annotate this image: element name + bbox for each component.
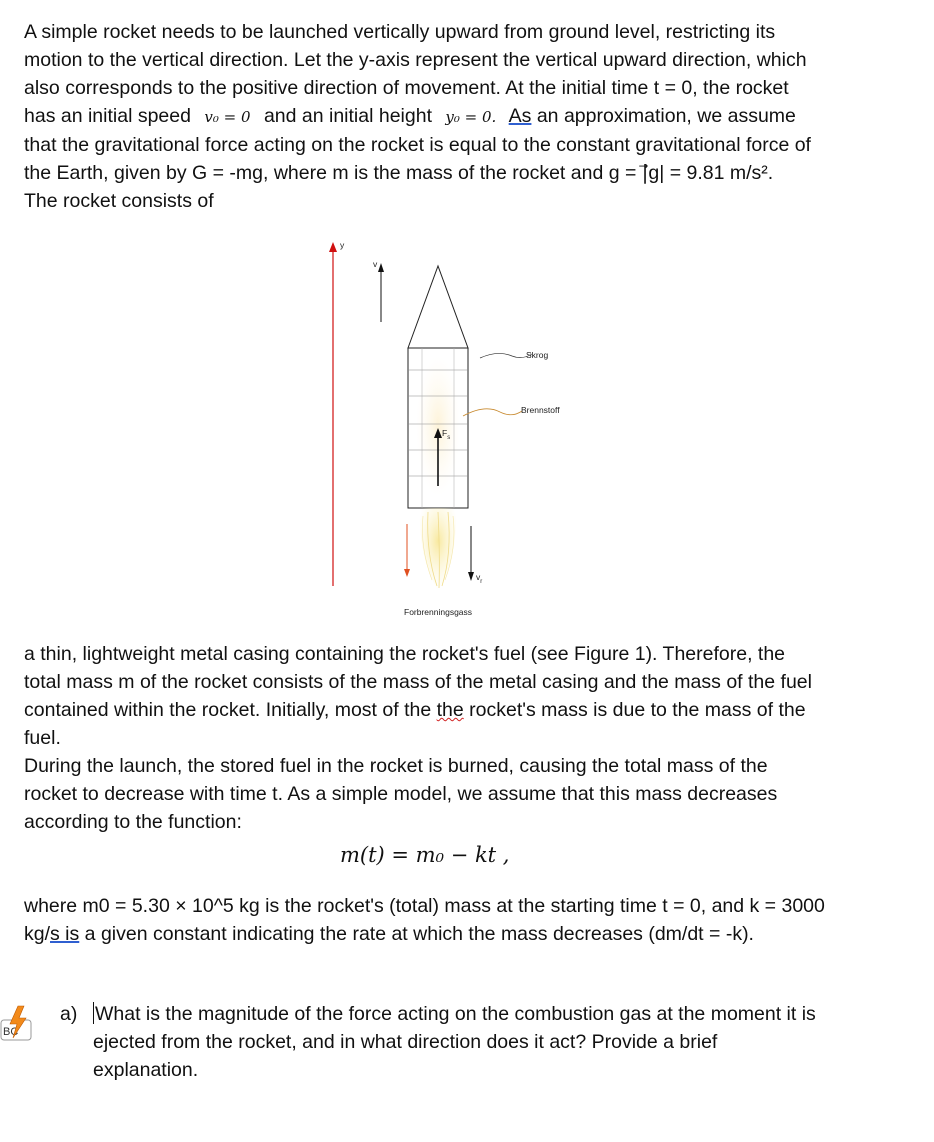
constants-line-text: a given constant indicating the rate at which the mass decreases (dm/dt = -k). xyxy=(79,923,754,945)
grammar-flag-as[interactable]: As xyxy=(508,105,532,127)
intro-line-3: also corresponds to the positive direction of movement. At the initial time t = 0, the rocket xyxy=(24,77,789,99)
intro-line-4 xyxy=(24,102,904,131)
intro-line-2: motion to the vertical direction. Let the y-axis represent the vertical upward direction, which xyxy=(24,49,807,71)
question-line-1 xyxy=(93,1000,913,1028)
body-line: fuel. xyxy=(24,727,61,749)
velocity-arrow xyxy=(373,259,384,322)
body-line: rocket to decrease with time t. As a simple model, we assume that this mass decreases xyxy=(24,783,778,805)
rocket-nose-cone xyxy=(408,266,468,348)
intro-line-4-text-b: and an initial height xyxy=(263,105,432,127)
body-line: During the launch, the stored fuel in the rocket is burned, causing the total mass of the xyxy=(24,755,768,777)
body-line-text: contained within the rocket. Initially, most of the xyxy=(24,699,437,721)
exhaust-arrow-left-head xyxy=(404,569,410,577)
thrust-label: $F_s$ xyxy=(442,428,451,441)
intro-line-7: The rocket consists of xyxy=(24,190,214,212)
intro-line-4-text-a: has an initial speed xyxy=(24,105,191,127)
mass-equation: m(t) = m₀ − kt , xyxy=(340,843,510,867)
question-line-3: explanation. xyxy=(93,1059,199,1081)
text-cursor xyxy=(93,1002,94,1024)
brennstoff-leader xyxy=(463,409,522,416)
skrog-leader xyxy=(480,353,532,358)
grammar-flag-s-is[interactable]: s is xyxy=(50,923,80,945)
spelling-flag-the[interactable]: the xyxy=(436,699,464,721)
velocity-label: v xyxy=(373,259,378,269)
vr-label: $v_r$ xyxy=(476,572,483,585)
y-axis-label: y xyxy=(340,240,345,250)
y-axis xyxy=(329,240,345,586)
intro-line-6: the Earth, given by G = -mg, where m is the mass of the rocket and g = |⃗g| = 9.81 m/s². xyxy=(24,162,774,184)
constants-paragraph xyxy=(24,892,904,948)
initial-height-math: y₀ = 0. xyxy=(445,108,497,126)
vr-arrowhead xyxy=(468,572,474,581)
flag-icon-text: BC xyxy=(3,1026,19,1038)
constants-line-1: where m0 = 5.30 × 10^5 kg is the rocket's (total) mass at the starting time t = 0, and k = 3000 xyxy=(24,895,825,917)
exhaust-plume xyxy=(420,508,456,591)
velocity-arrowhead xyxy=(378,263,384,272)
intro-line-5: that the gravitational force acting on the rocket is equal to the constant gravitational force of xyxy=(24,134,811,156)
editor-flag-icon[interactable] xyxy=(0,1004,36,1044)
body-line xyxy=(24,696,904,724)
exhaust-arrow-left xyxy=(404,524,410,577)
constants-line-text: kg/ xyxy=(24,923,51,945)
body-paragraph-1 xyxy=(24,640,904,836)
question-line-2: ejected from the rocket, and in what direction does it act? Provide a brief xyxy=(93,1031,718,1053)
question-text xyxy=(93,1000,913,1084)
body-line: total mass m of the rocket consists of the mass of the metal casing and the mass of the fuel xyxy=(24,671,812,693)
body-line: a thin, lightweight metal casing containing the rocket's fuel (see Figure 1). Therefore, the xyxy=(24,643,786,665)
brennstoff-label: Brennstoff xyxy=(521,405,560,415)
intro-line-4-text-c: an approximation, we assume xyxy=(531,105,796,127)
initial-speed-math: v₀ = 0 xyxy=(204,108,251,126)
skrog-label: Skrog xyxy=(526,350,549,360)
combustion-gas-label: Forbrenningsgass xyxy=(404,607,473,617)
question-label: a) xyxy=(60,1003,78,1025)
body-line-text: rocket's mass is due to the mass of the xyxy=(463,699,806,721)
exhaust-velocity-arrow xyxy=(468,526,482,585)
body-line: according to the function: xyxy=(24,811,242,833)
intro-line-1: A simple rocket needs to be launched vertically upward from ground level, restricting its xyxy=(24,21,776,43)
intro-paragraph xyxy=(24,18,904,215)
rocket-figure xyxy=(300,236,600,626)
question-line-1-text: What is the magnitude of the force acting on the combustion gas at the moment it is xyxy=(95,1003,816,1025)
y-axis-arrowhead xyxy=(329,242,337,252)
constants-line-2 xyxy=(24,920,904,948)
